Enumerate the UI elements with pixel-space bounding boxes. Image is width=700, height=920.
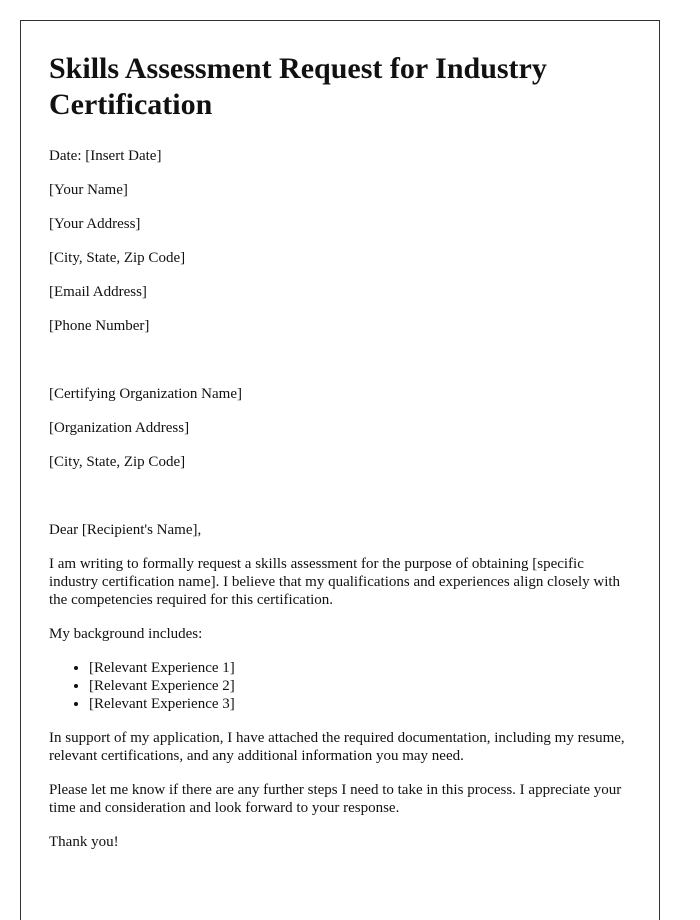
- list-item: • [Relevant Experience 3]: [89, 695, 631, 713]
- section-spacer: [49, 351, 631, 385]
- letter-page: [20, 20, 660, 920]
- recipient-organization: [Certifying Organization Name]: [49, 386, 242, 402]
- sender-name: [Your Name]: [49, 182, 128, 198]
- list-item: • [Relevant Experience 1]: [89, 659, 631, 677]
- sender-phone: [Phone Number]: [49, 318, 150, 334]
- recipient-city-state-zip: [City, State, Zip Code]: [49, 454, 186, 470]
- salutation: Dear [Recipient's Name],: [49, 522, 202, 538]
- intro-paragraph: I am writing to formally request a skills assessment for the purpose of obtaining [specific industry certification name]. I believe that my qualifications and experiences align closely with the competencies required for this certification.: [49, 556, 621, 608]
- support-paragraph: In support of my application, I have attached the required documentation, including my resume, relevant certifications, and any additional information you may need.: [49, 730, 625, 764]
- experience-list: [49, 659, 631, 713]
- sender-address: [Your Address]: [49, 216, 141, 232]
- background-intro: My background includes:: [49, 626, 203, 642]
- sender-city-state-zip: [City, State, Zip Code]: [49, 250, 186, 266]
- letter-title: Skills Assessment Request for Industry Certification: [49, 52, 547, 121]
- list-item: • [Relevant Experience 2]: [89, 677, 631, 695]
- section-spacer: [49, 487, 631, 521]
- recipient-address: [Organization Address]: [49, 420, 190, 436]
- closing-paragraph: Please let me know if there are any further steps I need to take in this process. I appreciate your time and consideration and look forward to your response.: [49, 782, 622, 816]
- sender-email: [Email Address]: [49, 284, 147, 300]
- sign-off: Thank you!: [49, 834, 119, 850]
- date-line: Date: [Insert Date]: [49, 148, 162, 164]
